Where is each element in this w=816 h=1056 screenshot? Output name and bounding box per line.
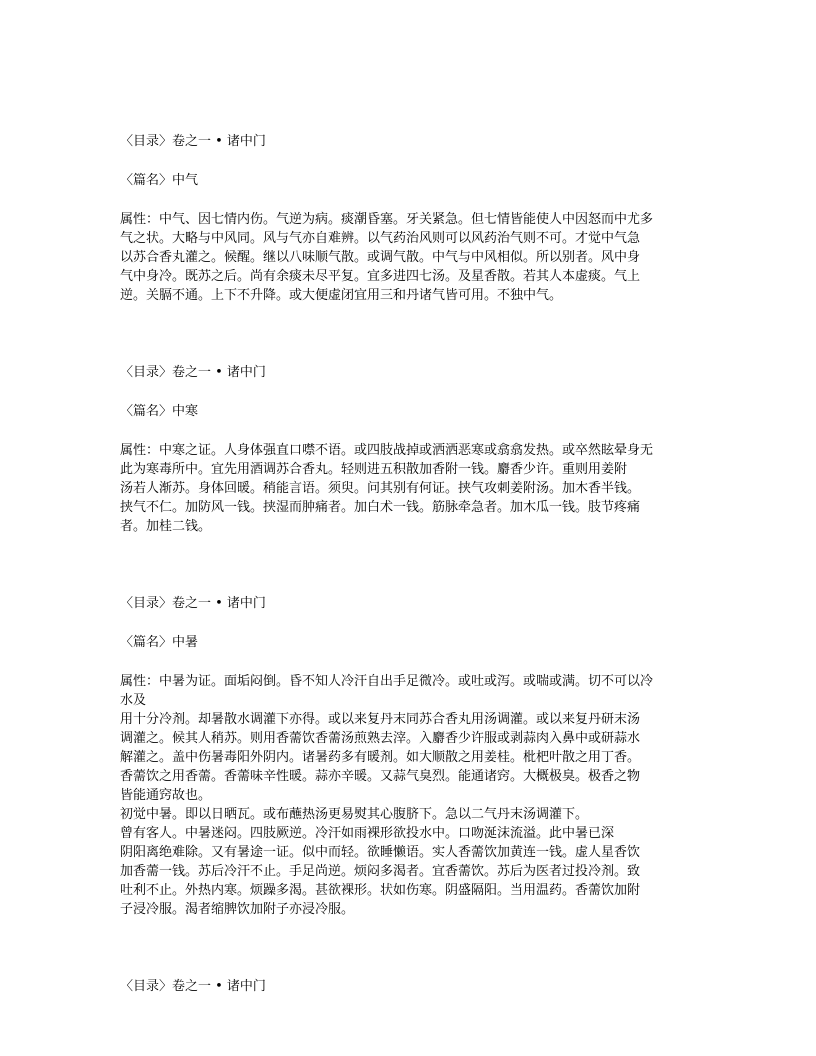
body-line: 用十分冷剂。却暑散水调灌下亦得。或以来复丹末同苏合香丸用汤调灌。或以来复丹研末汤 <box>120 712 641 727</box>
body-line: 曾有客人。中暑迷闷。四肢厥逆。冷汗如雨裸形欲投水中。口吻涎沫流溢。此中暑已深 <box>120 826 615 841</box>
entry-section <box>120 132 705 305</box>
entry-body <box>120 210 705 305</box>
body-line: 属性：中暑为证。面垢闷倒。昏不知人冷汗自出手足微冷。或吐或泻。或喘或满。切不可以冷 <box>120 674 654 689</box>
body-line: 调灌之。候其人稍苏。则用香薷饮香薷汤煎熟去滓。入麝香少许服或剥蒜肉入鼻中或研蒜水 <box>120 731 641 746</box>
body-line: 以苏合香丸灌之。候醒。继以八味顺气散。或调气散。中气与中风相似。所以别者。风中身 <box>120 250 641 265</box>
entry-section <box>120 594 705 919</box>
body-line: 皆能通窍故也。 <box>120 788 212 803</box>
entry-section <box>120 363 705 536</box>
catalog-heading: 〈目录〉卷之一 • 诸中门 <box>120 979 266 994</box>
body-line: 水及 <box>120 693 147 708</box>
chapter-title: 〈篇名〉中暑 <box>120 635 199 650</box>
body-line: 属性：中气、因七情内伤。气逆为病。痰潮昏塞。牙关紧急。但七情皆能使人中因怒而中尤多 <box>120 212 654 227</box>
body-line: 气中身冷。既苏之后。尚有余痰未尽平复。宜多进四七汤。及星香散。若其人本虚痰。气上 <box>120 269 641 284</box>
body-line: 汤若人渐苏。身体回暖。稍能言语。须臾。问其别有何证。挟气攻刺姜附汤。加木香半钱。 <box>120 481 641 496</box>
body-line: 初觉中暑。即以日晒瓦。或布蘸热汤更易熨其心腹脐下。急以二气丹末汤调灌下。 <box>120 807 589 822</box>
catalog-heading: 〈目录〉卷之一 • 诸中门 <box>120 365 266 380</box>
catalog-heading: 〈目录〉卷之一 • 诸中门 <box>120 134 266 149</box>
body-line: 香薷饮之用香薷。香薷味辛性暖。蒜亦辛暖。又蒜气臭烈。能通诸窍。大概极臭。极香之物 <box>120 769 641 784</box>
body-line: 阴阳离绝难除。又有暑途一证。似中而轻。欲睡懒语。实人香薷饮加黄连一钱。虚人星香饮 <box>120 845 641 860</box>
body-line: 挟气不仁。加防风一钱。挟湿而肿痛者。加白术一钱。筋脉牵急者。加木瓜一钱。肢节疼痛 <box>120 500 641 515</box>
body-line: 逆。关膈不通。上下不升降。或大便虚闭宜用三和丹诸气皆可用。不独中气。 <box>120 288 563 303</box>
body-line: 者。加桂二钱。 <box>120 519 212 534</box>
chapter-title: 〈篇名〉中气 <box>120 173 199 188</box>
catalog-heading: 〈目录〉卷之一 • 诸中门 <box>120 596 266 611</box>
body-line: 子浸冷服。渴者缩脾饮加附子亦浸冷服。 <box>120 902 355 917</box>
body-line: 加香薷一钱。苏后冷汗不止。手足尚逆。烦闷多渴者。宜香薷饮。苏后为医者过投冷剂。致 <box>120 864 641 879</box>
entry-body <box>120 672 705 919</box>
body-line: 气之状。大略与中风同。风与气亦自难辨。以气药治风则可以风药治气则不可。才觉中气急 <box>120 231 641 246</box>
entry-section <box>120 977 705 996</box>
body-line: 吐利不止。外热内寒。烦躁多渴。甚欲裸形。状如伤寒。阴盛隔阳。当用温药。香薷饮加附 <box>120 883 641 898</box>
entry-body <box>120 441 705 536</box>
chapter-title: 〈篇名〉中寒 <box>120 404 199 419</box>
document-page <box>120 132 705 1054</box>
body-line: 此为寒毒所中。宜先用酒调苏合香丸。轻则进五积散加香附一钱。麝香少许。重则用姜附 <box>120 462 628 477</box>
body-line: 属性：中寒之证。人身体强直口噤不语。或四肢战掉或洒洒恶寒或翕翕发热。或卒然眩晕身无 <box>120 443 654 458</box>
body-line: 解灌之。盖中伤暑毒阳外阴内。诸暑药多有暖剂。如大顺散之用姜桂。枇杷叶散之用丁香。 <box>120 750 641 765</box>
